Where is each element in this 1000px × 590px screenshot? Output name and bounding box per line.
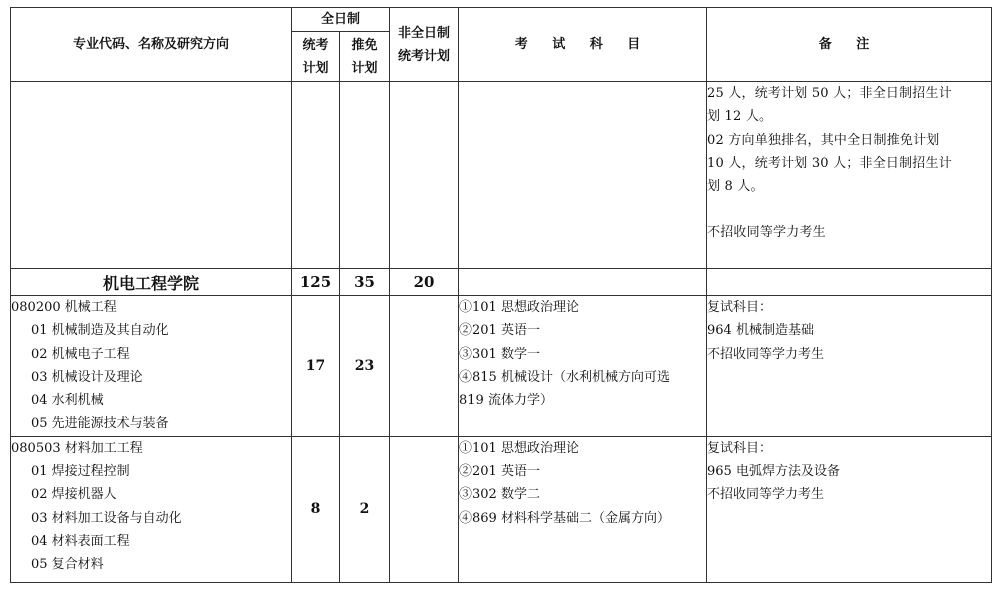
header-subjects: 考 试 科 目 [459, 8, 707, 82]
remark-line: 划 12 人。 [707, 109, 773, 125]
header-exam-plan [292, 32, 340, 82]
major-subjects [459, 436, 707, 582]
subject-item: ③302 数学二 [459, 487, 540, 503]
header-row-1 [11, 8, 992, 32]
header-program: 专业代码、名称及研究方向 [11, 8, 292, 82]
direction-item: 05 复合材料 [31, 557, 104, 573]
major-recommend: 2 [340, 436, 390, 582]
school-subjects [459, 269, 707, 296]
school-remarks [707, 269, 992, 296]
header-exam-plan-l2: 计划 [302, 60, 329, 76]
remark-line: 不招收同等学力考生 [707, 225, 826, 241]
major-subjects [459, 296, 707, 437]
header-remarks: 备 注 [707, 8, 992, 82]
subject-item: 819 流体力学） [459, 393, 553, 409]
header-parttime-l2: 统考计划 [398, 48, 451, 64]
subject-item: ①101 思想政治理论 [459, 300, 579, 315]
cont-parttime [390, 82, 459, 269]
header-recommend-l2: 计划 [351, 60, 378, 76]
continuation-row [11, 82, 992, 269]
remark-item: 964 机械制造基础 [707, 323, 814, 339]
major-program [11, 296, 292, 437]
major-parttime [390, 436, 459, 582]
cont-exam [292, 82, 340, 269]
header-exam-plan-l1: 统考 [302, 37, 329, 53]
remark-line: 10 人，统考计划 30 人；非全日制招生计 [707, 155, 952, 171]
direction-item: 04 材料表面工程 [31, 533, 130, 549]
remark-item: 复试科目： [707, 440, 773, 456]
direction-item: 02 焊接机器人 [31, 487, 117, 503]
direction-item: 02 机械电子工程 [31, 346, 130, 362]
admissions-table [10, 7, 992, 583]
remark-line: 25 人，统考计划 50 人；非全日制招生计 [707, 86, 952, 101]
direction-item: 03 机械设计及理论 [31, 369, 143, 385]
major-exam-plan: 17 [292, 296, 340, 437]
direction-item: 05 先进能源技术与装备 [31, 416, 169, 432]
cont-program [11, 82, 292, 269]
school-row [11, 269, 992, 296]
major-recommend: 23 [340, 296, 390, 437]
subject-item: ②201 英语一 [459, 323, 540, 339]
subject-item: ④869 材料科学基础二（金属方向） [459, 510, 670, 526]
major-title: 080503 材料加工工程 [11, 440, 143, 456]
direction-item: 01 焊接过程控制 [31, 464, 130, 480]
major-remarks [707, 296, 992, 437]
header-recommend [340, 32, 390, 82]
header-parttime-l1: 非全日制 [398, 25, 451, 41]
major-row [11, 436, 992, 582]
header-recommend-l1: 推免 [351, 37, 378, 53]
school-parttime: 20 [390, 269, 459, 296]
school-name: 机电工程学院 [11, 269, 292, 296]
remark-item: 复试科目： [707, 300, 773, 315]
remark-item: 不招收同等学力考生 [707, 487, 825, 503]
remark-item: 965 电弧焊方法及设备 [707, 464, 840, 480]
school-recommend: 35 [340, 269, 390, 296]
direction-item: 04 水利机械 [31, 393, 104, 409]
cont-subjects [459, 82, 707, 269]
subject-item: ③301 数学一 [459, 346, 540, 362]
remark-line: 划 8 人。 [707, 179, 764, 195]
subject-item: ②201 英语一 [459, 464, 540, 480]
remark-line: 02 方向单独排名，其中全日制推免计划 [707, 132, 940, 148]
school-exam-plan: 125 [292, 269, 340, 296]
major-exam-plan: 8 [292, 436, 340, 582]
major-parttime [390, 296, 459, 437]
header-parttime [390, 8, 459, 82]
cont-remarks [707, 82, 992, 269]
major-program [11, 436, 292, 582]
major-title: 080200 机械工程 [11, 300, 117, 315]
subject-item: ①101 思想政治理论 [459, 440, 579, 456]
major-remarks [707, 436, 992, 582]
remark-spacer [707, 198, 991, 221]
header-fulltime: 全日制 [292, 8, 390, 32]
direction-item: 03 材料加工设备与自动化 [31, 510, 182, 526]
direction-item: 01 机械制造及其自动化 [31, 323, 169, 339]
subject-item: ④815 机械设计（水利机械方向可选 [459, 369, 670, 385]
major-row [11, 296, 992, 437]
remark-item: 不招收同等学力考生 [707, 346, 825, 362]
cont-recommend [340, 82, 390, 269]
